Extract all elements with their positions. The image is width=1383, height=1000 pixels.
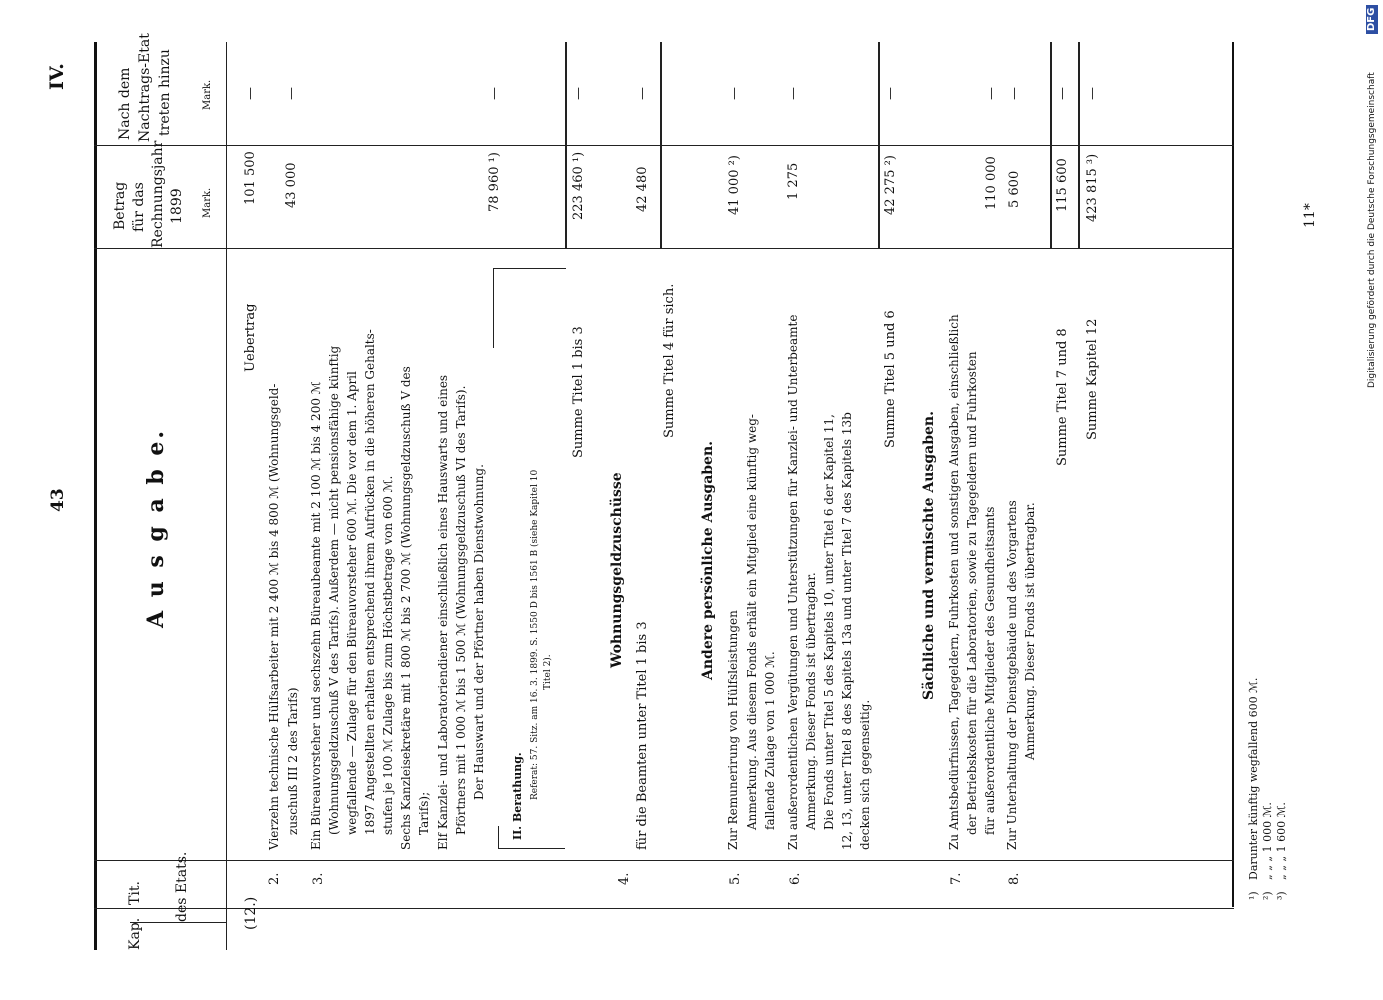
beratung-box-rule: [493, 268, 494, 348]
betrag-line: 1899: [169, 188, 185, 224]
text-line: für die Beamten unter Titel 1 bis 3: [635, 621, 650, 850]
amount-value: 110 000: [984, 156, 999, 210]
text-line: (Wohnungsgeldzuschuß V des Tarifs). Außerdem — nicht pensionsfähige künftig: [327, 345, 341, 835]
nachtrag-line: Nach dem: [117, 67, 133, 140]
tit-number: 8.: [1007, 872, 1022, 885]
text-line: Anmerkung. Aus diesem Fonds erhält ein Mitglied eine künftig weg-: [745, 414, 759, 830]
referat-line: Referat: 57. Sitz. am 16. 3. 1899. S. 1550 D bis 1561 B (siehe Kapitel 10: [530, 469, 540, 800]
tit-number: 5.: [728, 872, 743, 885]
tit-number: 3.: [311, 872, 326, 885]
text-line: decken sich gegenseitig.: [858, 699, 872, 850]
sum-rule: [565, 42, 567, 248]
ausgabe-title: A u s g a b e.: [143, 427, 169, 628]
betrag-unit: Mark.: [202, 187, 213, 218]
extra-value: —: [727, 87, 742, 100]
section-heading: Andere persönliche Ausgaben.: [700, 440, 716, 680]
kap-tit-divider: [130, 922, 226, 923]
kapitel-number: (12.): [243, 896, 259, 930]
amount-value: 78 960 ¹): [487, 152, 502, 212]
text-line: Zur Remunerirung von Hülfsleistungen: [726, 610, 740, 850]
extra-value: —: [487, 87, 502, 100]
signature-mark: 11*: [1302, 203, 1318, 228]
sum-extra: —: [1085, 87, 1100, 100]
tit-number: 6.: [788, 872, 803, 885]
sum-extra: —: [571, 87, 586, 100]
sum-amount: 115 600: [1055, 158, 1070, 212]
sum-extra: —: [1055, 87, 1070, 100]
dfg-credit: Digitalisierung gefördert durch die Deutsche Forschungsgemeinschaft: [1367, 72, 1377, 388]
extra-value: —: [635, 87, 650, 100]
table-top-rule: [94, 42, 97, 950]
sum-amount: 423 815 ³): [1085, 153, 1100, 222]
referat-line: Titel 2).: [543, 654, 553, 690]
text-line: Anmerkung. Dieser Fonds ist übertragbar.: [1023, 502, 1037, 760]
text-line: Der Hauswart und der Pförtner haben Dienstwohnung.: [472, 464, 486, 800]
sum-amount: 223 460 ¹): [571, 151, 586, 220]
text-line: Tarifs);: [417, 791, 431, 835]
text-line: wegfallende — Zulage für den Büreauvorsteher 600 ℳ. Die vor dem 1. April: [345, 371, 359, 835]
nachtrag-unit: Mark.: [202, 79, 213, 110]
sum-label: Summe Titel 4 für sich.: [662, 283, 677, 438]
amount-value: 5 600: [1007, 170, 1022, 208]
footnote-text: „ „ „ 1 000 ℳ.: [1261, 802, 1274, 880]
text-line: Vierzehn technische Hülfsarbeiter mit 2 400 ℳ bis 4 800 ℳ (Wohnungsgeld-: [267, 383, 281, 850]
text-line: Ein Büreauvorsteher und sechszehn Büreaubeamte mit 2 100 ℳ bis 4 200 ℳ: [309, 381, 323, 850]
sum-label: Summe Kapitel 12: [1085, 318, 1100, 440]
tit-number: 7.: [949, 872, 964, 885]
kap-column-rule: [94, 908, 1234, 909]
beratung-box-rule: [498, 826, 499, 848]
tit-number: 2.: [267, 872, 282, 885]
section-number: IV.: [46, 63, 68, 90]
footnote-text: „ „ „ 1 600 ℳ.: [1275, 802, 1288, 880]
extra-value: —: [284, 87, 299, 100]
text-line: Pförtners mit 1 000 ℳ bis 1 500 ℳ (Wohnungsgeldzuschuß VI des Tarifs).: [454, 385, 468, 835]
extra-value: —: [1007, 87, 1022, 100]
tit-column-rule: [94, 860, 1234, 861]
text-line: 1897 Angestellten erhalten entsprechend ihrem Aufrücken in die höheren Gehalts-: [363, 329, 377, 835]
table-bottom-rule: [1232, 42, 1234, 907]
section-heading: Wohnungsgeldzuschüsse: [609, 472, 625, 668]
text-line: zuschuß III 2 des Tarifs): [286, 687, 300, 835]
footnote-mark: ²): [1261, 891, 1274, 900]
text-line: der Betriebskosten für die Laboratorien, sowie zu Tagegeldern und Fuhrkosten: [965, 351, 979, 835]
betrag-line: Betrag: [112, 181, 128, 230]
sum-rule: [878, 42, 880, 248]
footnote-mark: ³): [1275, 891, 1288, 900]
betrag-line: für das: [131, 182, 147, 232]
sum-label: Summe Titel 1 bis 3: [571, 326, 586, 458]
sum-amount: 42 275 ²): [883, 155, 898, 215]
beratung-heading: II. Berathung.: [511, 752, 524, 840]
sum-label: Summe Titel 7 und 8: [1055, 328, 1070, 466]
dfg-logo: DFG: [1366, 5, 1378, 34]
text-line: Die Fonds unter Titel 5 des Kapitels 10, unter Titel 6 der Kapitel 11,: [822, 414, 836, 830]
header-body-rule: [226, 42, 227, 950]
betrag-line: Rechnungsjahr: [150, 140, 166, 248]
tit-header: Tit.: [127, 881, 143, 905]
footnote-text: Darunter künftig wegfallend 600 ℳ.: [1247, 677, 1260, 880]
page-number: 43: [48, 488, 68, 512]
sum-rule: [1050, 42, 1052, 248]
nachtrag-line: Nachtrags-Etat: [137, 33, 153, 142]
text-line: Zu Amtsbedürfnissen, Tagegeldern, Fuhrkosten und sonstigen Ausgaben, einschließlich: [947, 314, 961, 850]
text-line: Zu außerordentlichen Vergütungen und Unterstützungen für Kanzlei- und Unterbeamte: [786, 314, 800, 850]
amount-value: 42 480: [635, 166, 650, 212]
sum-label: Summe Titel 5 und 6: [883, 310, 898, 448]
text-line: 12, 13, unter Titel 8 des Kapitels 13a und unter Titel 7 des Kapitels 13b: [840, 412, 854, 850]
extra-value: —: [984, 87, 999, 100]
beratung-box-rule: [493, 268, 566, 269]
amount-value: 1 275: [786, 162, 801, 200]
text-line: Zur Unterhaltung der Dienstgebäude und des Vorgartens: [1005, 500, 1019, 850]
sum-extra: —: [883, 87, 898, 100]
text-line: Elf Kanzlei- und Laboratoriendiener einschließlich eines Hauswarts und eines: [436, 374, 450, 850]
uebertrag-amount: 101 500: [243, 151, 258, 205]
text-line: stufen je 100 ℳ Zulage bis zum Höchstbetrage von 600 ℳ.: [381, 475, 395, 835]
tit-number: 4.: [617, 872, 632, 885]
text-line: für außerordentliche Mitglieder des Gesundheitsamts: [983, 506, 997, 835]
extra-value: —: [786, 87, 801, 100]
amount-column-rule: [94, 248, 1234, 249]
uebertrag-label: Uebertrag: [243, 303, 258, 372]
des-etats-header: des Etats.: [174, 851, 190, 922]
kap-header: Kap.: [127, 917, 143, 950]
uebertrag-extra: —: [243, 87, 258, 100]
nachtrag-line: treten hinzu: [157, 49, 173, 136]
footnote-mark: ¹): [1247, 891, 1260, 900]
amount-value: 43 000: [284, 162, 299, 208]
extra-column-rule: [94, 145, 1234, 146]
beratung-box-rule: [498, 848, 565, 849]
section-heading: Sächliche und vermischte Ausgaben.: [921, 411, 937, 700]
sum-rule: [660, 42, 662, 248]
text-line: fallende Zulage von 1 000 ℳ.: [763, 651, 777, 830]
text-line: Sechs Kanzleisekretäre mit 1 800 ℳ bis 2 700 ℳ (Wohnungsgeldzuschuß V des: [399, 366, 413, 850]
text-line: Anmerkung. Dieser Fonds ist übertragbar.: [804, 572, 818, 830]
sum-rule: [1078, 42, 1080, 248]
amount-value: 41 000 ²): [727, 155, 742, 215]
